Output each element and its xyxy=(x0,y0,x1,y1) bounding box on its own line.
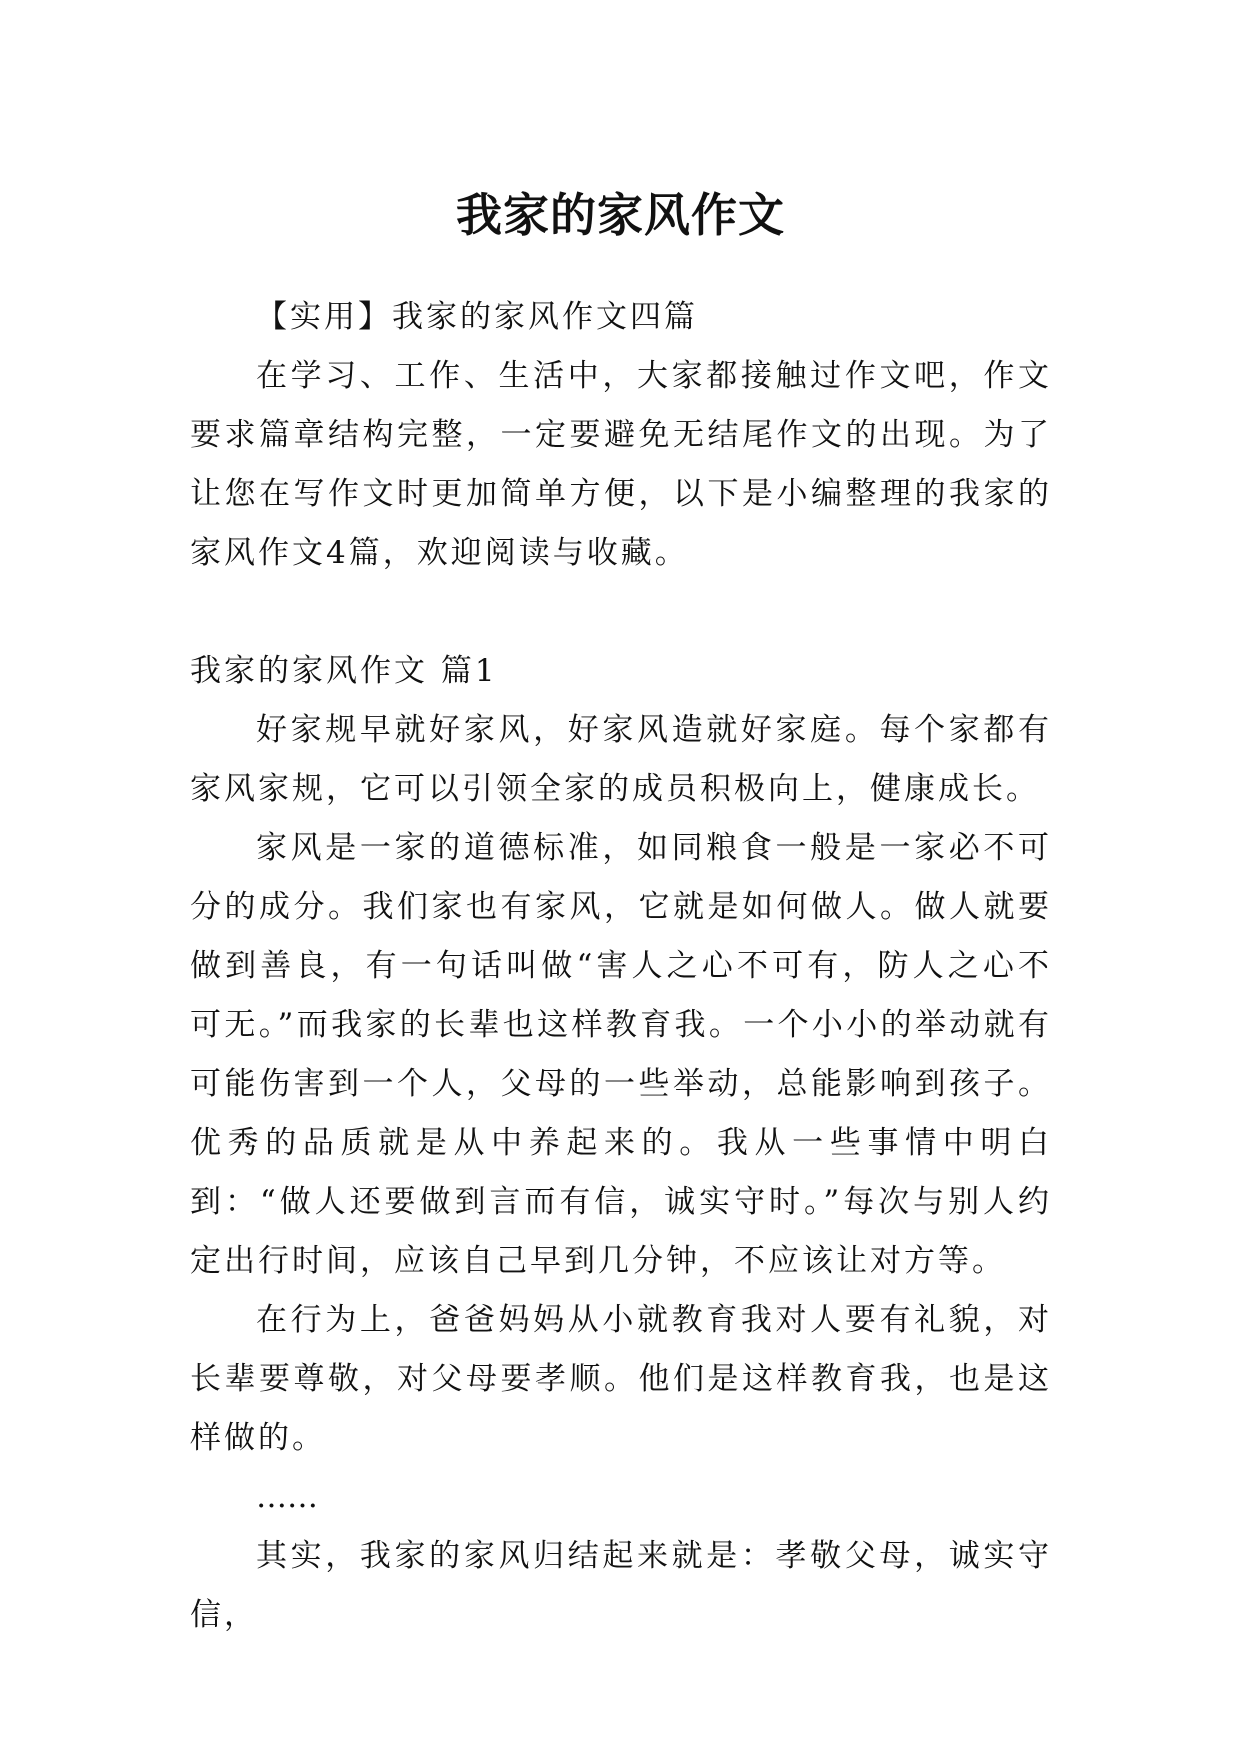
document-title: 我家的家风作文 xyxy=(456,187,785,242)
ellipsis: …… xyxy=(256,1479,318,1515)
subtitle-paragraph: 【实用】我家的家风作文四篇 xyxy=(256,299,698,335)
body-paragraph-3: 在行为上，爸爸妈妈从小就教育我对人要有礼貌，对长辈要尊敬，对父母要孝顺。他们是这样教育我，也是这样做的。 xyxy=(190,1302,1052,1456)
body-paragraph-2: 家风是一家的道德标准，如同粮食一般是一家必不可分的成分。我们家也有家风，它就是如何做人。做人就要做到善良，有一句话叫做“害人之心不可有，防人之心不可无。”而我家的长辈也这样教育我。一个小小的举动就有可能伤害到一个人，父母的一些举动，总能影响到孩子。优秀的品质就是从中养起来的。我从一些事情中明白到：“做人还要做到言而有信，诚实守时。”每次与别人约定出行时间，应该自己早到几分钟，不应该让对方等。 xyxy=(190,830,1052,1279)
intro-paragraph: 在学习、工作、生活中，大家都接触过作文吧，作文要求篇章结构完整，一定要避免无结尾作文的出现。为了让您在写作文时更加简单方便，以下是小编整理的我家的家风作文4篇，欢迎阅读与收藏。 xyxy=(190,358,1052,571)
body-paragraph-4: 其实，我家的家风归结起来就是：孝敬父母，诚实守信， xyxy=(190,1538,1052,1633)
section-heading: 我家的家风作文 篇1 xyxy=(190,653,498,689)
document-body xyxy=(190,288,1052,1645)
body-paragraph-1: 好家规早就好家风，好家风造就好家庭。每个家都有家风家规，它可以引领全家的成员积极向上，健康成长。 xyxy=(190,712,1052,807)
